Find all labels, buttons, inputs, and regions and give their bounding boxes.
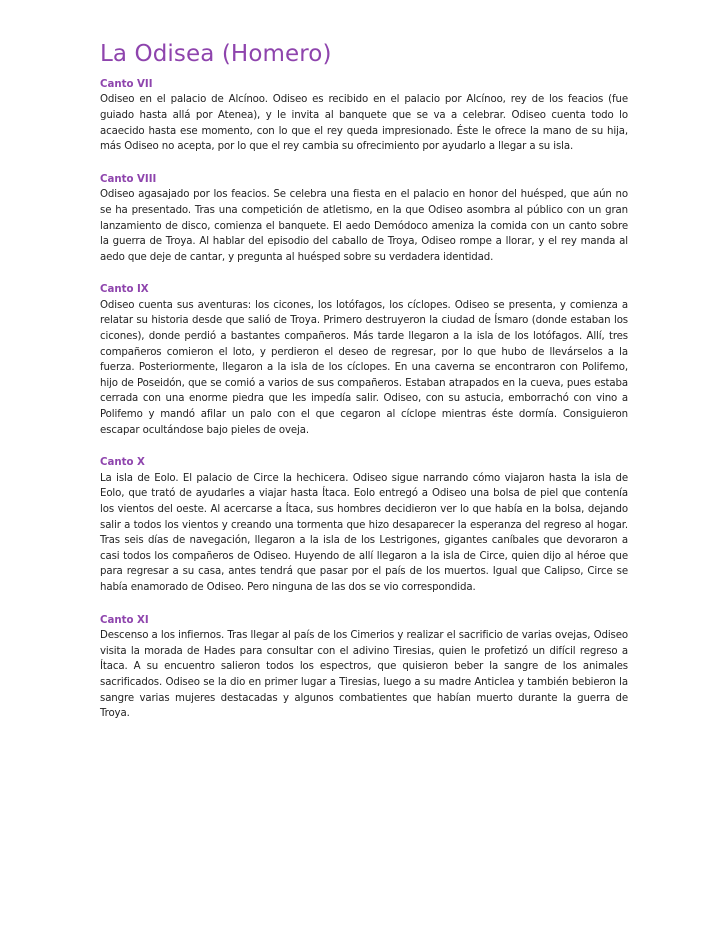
section-canto-vii bbox=[100, 77, 628, 155]
document-title: La Odisea (Homero) bbox=[100, 41, 332, 67]
section-canto-viii bbox=[100, 172, 628, 266]
document-page bbox=[100, 40, 628, 722]
section-heading: Canto VII bbox=[100, 78, 153, 90]
section-heading: Canto VIII bbox=[100, 173, 157, 185]
section-body: Odiseo agasajado por los feacios. Se celebra una fiesta en el palacio en honor del huésped, que aún no se ha presentado. Tras una competición de atletismo, en la que Odiseo asombra al público con un gran lanzamiento de disco, comienza el banquete. El aedo Demódoco ameniza la comida con un canto sobre la guerra de Troya. Al hablar del episodio del caballo de Troya, Odiseo rompe a llorar, y el rey manda al aedo que deje de cantar, y pregunta al huésped sobre su verdadera identidad. bbox=[100, 189, 628, 263]
section-body: Descenso a los infiernos. Tras llegar al país de los Cimerios y realizar el sacrificio de varias ovejas, Odiseo visita la morada de Hades para consultar con el adivino Tiresias, quien le profetizó un difícil regreso a Ítaca. A su encuentro salieron todos los espectros, que quisieron beber la sangre de los animales sacrificados. Odiseo se la dio en primer lugar a Tiresias, luego a su madre Anticlea y también bebieron la sangre varias mujeres destacadas y algunos combatientes que habían muerto durante la guerra de Troya. bbox=[100, 630, 628, 720]
section-body: Odiseo en el palacio de Alcínoo. Odiseo es recibido en el palacio por Alcínoo, rey de los feacios (fue guiado hasta allá por Atenea), y le invita al banquete que se va a celebrar. Odiseo cuenta todo lo acaecido hasta ese momento, con lo que el rey queda impresionado. Éste le ofrece la mano de su hija, más Odiseo no acepta, por lo que el rey cambia su ofrecimiento por ayudarlo a llegar a su isla. bbox=[100, 94, 628, 153]
section-canto-xi bbox=[100, 613, 628, 722]
section-canto-ix bbox=[100, 282, 628, 438]
section-heading: Canto IX bbox=[100, 284, 149, 296]
section-canto-x bbox=[100, 455, 628, 595]
section-heading: Canto X bbox=[100, 457, 145, 469]
section-heading: Canto XI bbox=[100, 614, 149, 626]
section-body: Odiseo cuenta sus aventuras: los cicones, los lotófagos, los cíclopes. Odiseo se presenta, y comienza a relatar su historia desde que salió de Troya. Primero destruyeron la ciudad de Ísmaro (donde estaban los cicones), donde perdió a bastantes compañeros. Más tarde llegaron a la isla de los lotófagos. Allí, tres compañeros comieron el loto, y perdieron el deseo de regresar, por lo que hubo de llevárselos a la fuerza. Posteriormente, llegaron a la isla de los cíclopes. En una caverna se encontraron con Polifemo, hijo de Poseidón, que se comió a varios de sus compañeros. Estaban atrapados en la cueva, pues estaba cerrada con una enorme piedra que les impedía salir. Odiseo, con su astucia, emborrachó con vino a Polifemo y mandó afilar un palo con el que cegaron al cíclope mientras éste dormía. Consiguieron escapar ocultándose bajo pieles de oveja. bbox=[100, 299, 628, 436]
section-body: La isla de Eolo. El palacio de Circe la hechicera. Odiseo sigue narrando cómo viajaron hasta la isla de Eolo, que trató de ayudarles a viajar hasta Ítaca. Eolo entregó a Odiseo una bolsa de piel que contenía los vientos del oeste. Al acercarse a Ítaca, sus hombres decidieron ver lo que había en la bolsa, dejando salir a todos los vientos y creando una tormenta que hizo desaparecer la esperanza del regreso al hogar. Tras seis días de navegación, llegaron a la isla de los Lestrigones, gigantes caníbales que devoraron a casi todos los compañeros de Odiseo. Huyendo de allí llegaron a la isla de Circe, quien dijo al héroe que para regresar a su casa, antes tendrá que pasar por el país de los muertos. Igual que Calipso, Circe se había enamorado de Odiseo. Pero ninguna de las dos se vio correspondida. bbox=[100, 472, 628, 593]
